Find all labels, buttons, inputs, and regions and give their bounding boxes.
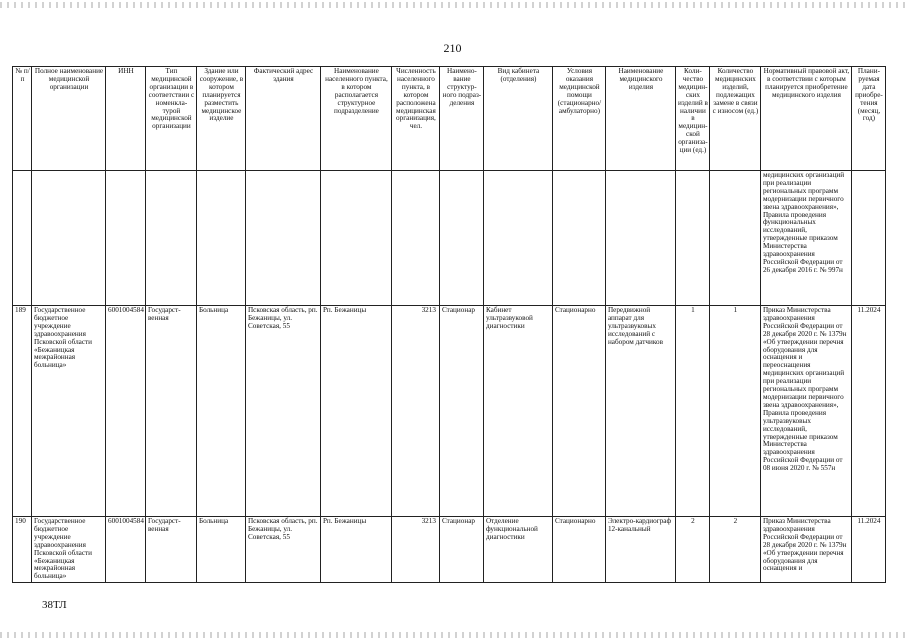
column-header: Вид кабинета (отделения) bbox=[483, 67, 552, 171]
inn-cell: 6001004584 bbox=[106, 306, 146, 517]
column-header: Наимено-вание структур-ного подраз-деления bbox=[439, 67, 483, 171]
column-header: ИНН bbox=[106, 67, 146, 171]
table-row-continuation bbox=[13, 171, 886, 306]
column-header: Коли-чество медицин-ских изделий в наличии в медицин-ской организа-ции (ед.) bbox=[675, 67, 709, 171]
column-header: Численность населенного пункта, в котором расположена медицинская организация, чел. bbox=[391, 67, 439, 171]
qty-replace-cell: 2 bbox=[709, 517, 760, 583]
normative-act-cell: Приказ Министерства здравоохранения Российской Федерации от 28 декабря 2020 г. № 1379н «Об утверждении перечня оборудования для оснащения и bbox=[760, 517, 851, 583]
locality-cell: Рп. Бежаницы bbox=[320, 306, 391, 517]
equipment-register-table bbox=[12, 66, 886, 583]
column-header: Тип медицинской организации в соответствии с номенкла-турой медицинской организации bbox=[145, 67, 196, 171]
scan-edge-bottom bbox=[0, 632, 905, 638]
org-type-cell: Государст-венная bbox=[145, 517, 196, 583]
organization-name-cell: Государственное бюджетное учреждение здравоохранения Псковской области «Бежаницкая межрайонная больница» bbox=[32, 517, 106, 583]
table-row bbox=[13, 306, 886, 517]
conditions-cell: Стационарно bbox=[552, 517, 605, 583]
device-cell: Передвижной аппарат для ультразвуковых исследований с набором датчиков bbox=[605, 306, 675, 517]
building-cell: Больница bbox=[196, 306, 245, 517]
population-cell: 3213 bbox=[391, 517, 439, 583]
unit-cell: Стационар bbox=[439, 517, 483, 583]
footer-code: 38ТЛ bbox=[42, 599, 67, 611]
address-cell: Псковская область, рп. Бежаницы, ул. Советская, 55 bbox=[245, 517, 320, 583]
cabinet-cell: Кабинет ультразвуковой диагностики bbox=[483, 306, 552, 517]
qty-available-cell: 1 bbox=[675, 306, 709, 517]
column-header: Нормативный правовой акт, в соответствии с которым планируется приобретение медицинского изделия bbox=[760, 67, 851, 171]
building-cell: Больница bbox=[196, 517, 245, 583]
cabinet-cell: Отделение функциональной диагностики bbox=[483, 517, 552, 583]
column-header: № п/п bbox=[13, 67, 32, 171]
column-header: Наименование медицинского изделия bbox=[605, 67, 675, 171]
purchase-date-cell: 11.2024 bbox=[851, 306, 885, 517]
conditions-cell: Стационарно bbox=[552, 306, 605, 517]
column-header: Полное наименование медицинской организации bbox=[32, 67, 106, 171]
qty-available-cell: 2 bbox=[675, 517, 709, 583]
page-number: 210 bbox=[443, 41, 462, 55]
purchase-date-cell: 11.2024 bbox=[851, 517, 885, 583]
org-type-cell: Государст-венная bbox=[145, 306, 196, 517]
locality-cell: Рп. Бежаницы bbox=[320, 517, 391, 583]
table-row bbox=[13, 517, 886, 583]
row-number-cell: 189 bbox=[13, 306, 32, 517]
column-header: Условия оказания медицинской помощи (стационарно/ амбулаторно) bbox=[552, 67, 605, 171]
column-header: Здание или сооружение, в котором планируется разместить медицинское изделие bbox=[196, 67, 245, 171]
device-cell: Электро-кардиограф 12-канальный bbox=[605, 517, 675, 583]
unit-cell: Стационар bbox=[439, 306, 483, 517]
inn-cell: 6001004584 bbox=[106, 517, 146, 583]
normative-act-cell: медицинских организаций при реализации региональных программ модернизации первичного звена здравоохранения», Правила проведения функциональных исследований, утвержденные приказом Министерства здравоохранения Российской Федерации от 26 декабря 2016 г. № 997н bbox=[760, 171, 851, 306]
column-header: Наименование населенного пункта, в котором располагается структурное подразделение bbox=[320, 67, 391, 171]
row-number-cell: 190 bbox=[13, 517, 32, 583]
column-header: Плани-руемая дата приобре-тения (месяц, год) bbox=[851, 67, 885, 171]
organization-name-cell: Государственное бюджетное учреждение здравоохранения Псковской области «Бежаницкая межрайонная больница» bbox=[32, 306, 106, 517]
scan-edge-top bbox=[0, 2, 905, 8]
column-header: Количество медицинских изделий, подлежащих замене в связи с износом (ед.) bbox=[709, 67, 760, 171]
normative-act-cell: Приказ Министерства здравоохранения Российской Федерации от 28 декабря 2020 г. № 1379н «Об утверждении перечня оборудования для оснащения и переоснащения медицинских организаций при реализации региональных программ модернизации первичного звена здравоохранения», Правила проведения ультразвуковых исследований, утвержденные приказом Министерства здравоохранения Российской Федерации от 08 июня 2020 г. № 557н bbox=[760, 306, 851, 517]
table-header-row bbox=[13, 67, 886, 171]
address-cell: Псковская область, рп. Бежаницы, ул. Советская, 55 bbox=[245, 306, 320, 517]
population-cell: 3213 bbox=[391, 306, 439, 517]
qty-replace-cell: 1 bbox=[709, 306, 760, 517]
column-header: Фактический адрес здания bbox=[245, 67, 320, 171]
